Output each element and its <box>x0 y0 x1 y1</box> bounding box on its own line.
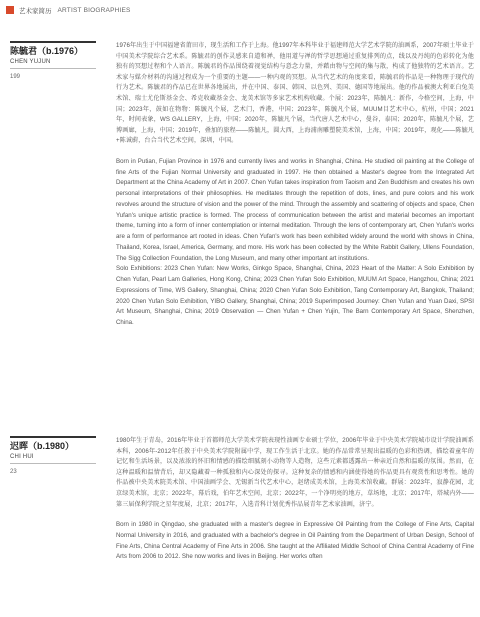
divider-rule <box>10 436 96 438</box>
biography-cn <box>116 41 474 147</box>
artist-sidebar <box>10 436 96 475</box>
biography-en <box>116 157 474 329</box>
biography-cn <box>116 436 474 510</box>
biography-cn-text: 1976年出生于中国福建省莆田市，现生活和工作于上海。他1997年本科毕业于福建师范大学艺术学院的油画系，2007年硕士毕业于中国美术学院综合艺术系。陈毓君的创作灵感来自道和禅，他用道与禅的哲学思想通过重复排列的点，线以及丹纯的色彩转化为他独有的冥想过程和个人语言。陈毓君的作品围绕着视觉结构与意念力量，并藉由物与空间的集与散，构成了他独特的艺术语言。艺术家与媒介材料的沟通过程成为一个重要的主题——一种内观的冥想。从当代艺术的角度来看，陈毓君的作品是一种物理于现代的行为艺术。陈毓君的作品已在世界各地展出，并在中国、泰国、韩国、以色列、美国、德国等地展出。他的作品被澳大利亚白兔美术馆、瑞士尤伦斯基金会、希克收藏基金会、龙美术馆等多家艺术机构收藏。个展：2023年，陈毓凡：新作，今格空间，上海，中国；2023年，鼓如在物物：陈毓凡个展，艺术门，香港，中国；2023年，陈毓凡个展，MUUM目艺术中心，杭州，中国；2021年，时间表象，WS GALLERY，上海，中国；2020年，陈毓凡个展，当代唐人艺术中心，曼谷，泰国；2020年，陈毓凡个展，艺博画廊，上海，中国；2019年，叠加的旅程——陈毓凡，圆大西，上海浦南雕塑院美术馆，上海，中国；2019年，观化——陈毓凡+陈诚蔚，台合当代艺术空间，深圳，中国。 <box>116 42 474 145</box>
artist-entry-chi-hui <box>0 436 480 617</box>
artist-name-en: CHI HUI <box>10 454 34 460</box>
artist-page-number: 199 <box>10 74 21 80</box>
divider-thin <box>10 68 96 69</box>
artist-page-number: 23 <box>10 469 17 475</box>
header-title-cn: 艺术家简历 <box>19 7 52 15</box>
artist-biography <box>116 41 474 329</box>
divider-rule <box>10 41 96 43</box>
artist-name-cn: 迟晖（b.1980） <box>10 441 75 451</box>
biography-cn-text: 1980年生于青岛，2016年毕业于首都师范大学美术学院表现性油画专业硕士学位，2006年毕业于中央美术学院城市设计学院油画系本科，2006年-2012年任教于中央美术学院附属中学，现工作生活于北京。她的作品常常呈现出温暖的色彩和热调，描绘着童年的记忆和生活场景，以及浓浓的怀旧和情感的描绘细腻刻小动物等人造物，这些元素都透露出一种亲近自然和温暖的氛围。然而，在这种温暖和温情背后，却又隐藏着一种孤独和内心深处的探寻。这种复杂的情感和内涵使得她的作品更具有观赏性和思考性。她的作品被中央美术院美术馆、中国油画学会、无锡新当代艺术中心，赵绪成美术馆，上海美术馆收藏。群展：2023年，寂静花园，北京绿美术馆，北京；2022年，幕后戏，伯年艺术空间，北京；2022年，一个净明亮的地方，草场地，北京；2017年，塔城内外——第三届保利学院之星年度展，北京；2017年，入选青科计划优秀作品展青年艺术家油画，济宁。 <box>116 437 474 508</box>
artist-entry-chen-yujun <box>0 41 480 431</box>
biography-en-solo-exhibitions: Solo Exhibitions: 2023 Chen Yufan: New Works, Ginkgo Space, Shanghai, China, 2023 Heart of the Matter: A Solo Exhibition by Chen Yufan, Pearl Lam Galleries, Hong Kong, China; 2023 Chen Yufan Solo Exhibition, MUUM Art Space, Hangzhou, China; 2021 Expressions of Time, WS Gallery, Shanghai, China; 2020 Chen Yufan Solo Exhibition, Tang Contemporary Art, Bangkok, Thailand; 2020 Chen Yufan Solo Exhibition, YIBO Gallery, Shanghai, China; 2019 Superimposed Journey: Chen Yufan and Yuan Daxi, SPSI Art Museum, Shanghai, China; 2019 Observation — Chen Yufan + Chen Yujin, The Barn Contemporary Art Space, Shenzhen, China. <box>116 265 474 327</box>
page-header <box>0 0 480 20</box>
divider-thin <box>10 463 96 464</box>
header-title-en: ARTIST BIOGRAPHIES <box>57 6 131 14</box>
artist-sidebar <box>10 41 96 80</box>
artist-biography <box>116 436 474 563</box>
header-accent-mark <box>6 6 14 14</box>
biography-en <box>116 520 474 563</box>
biography-en-text: Born in 1980 in Qingdao, she graduated with a master's degree in Expressive Oil Painting from the College of Fine Arts, Capital Normal University in 2016, and graduated with a bachelor's degree in Oil Painting from the Department of Urban Design, School of Fine Arts, China Central Academy of Fine Arts in 2006. She taught at the Affiliated Middle School of China Central Academy of Fine Arts from 2006 to 2012. She now works and lives in Beijing. Her works often <box>116 521 474 561</box>
artist-name-cn: 陈毓君（b.1976） <box>10 46 84 56</box>
biography-en-text: Born in Putian, Fujian Province in 1976 and currently lives and works in Shanghai, China. He studied oil painting at the College of fine Arts of the Fujian Normal University and graduated in 1997. He then obtained a Master's degree from the Integrated Art Department at the China Academy of Art in 2007. Chen Yufan takes inspiration from Taoism and Zen Buddhism and creates his own personal interpretations of their philosophies. He meditates through the repetition of dots, lines, and pure colors and his work revolves around the structure of vision and the power of the mind. Through the assembly and scattering of objects and space, Chen Yufan's unique artistic practice is formed. The process of communication between the artist and material becomes an important theme, turning into a form of inner contemplation or internal meditation. Through the lens of contemporary art, Chen Yufan's works are a form of performance art rooted in ideas. Chen Yufan's work has been exhibited widely around the world with shows in China, Thailand, Korea, Israel, America, Germany, and more. His work has been collected by the White Rabbit Gallery, Ullens Foundation, The Sigg Collection Foundation, the Long Museum, and many other important art institutions. <box>116 157 474 262</box>
artist-name-en: CHEN YUJUN <box>10 59 51 65</box>
